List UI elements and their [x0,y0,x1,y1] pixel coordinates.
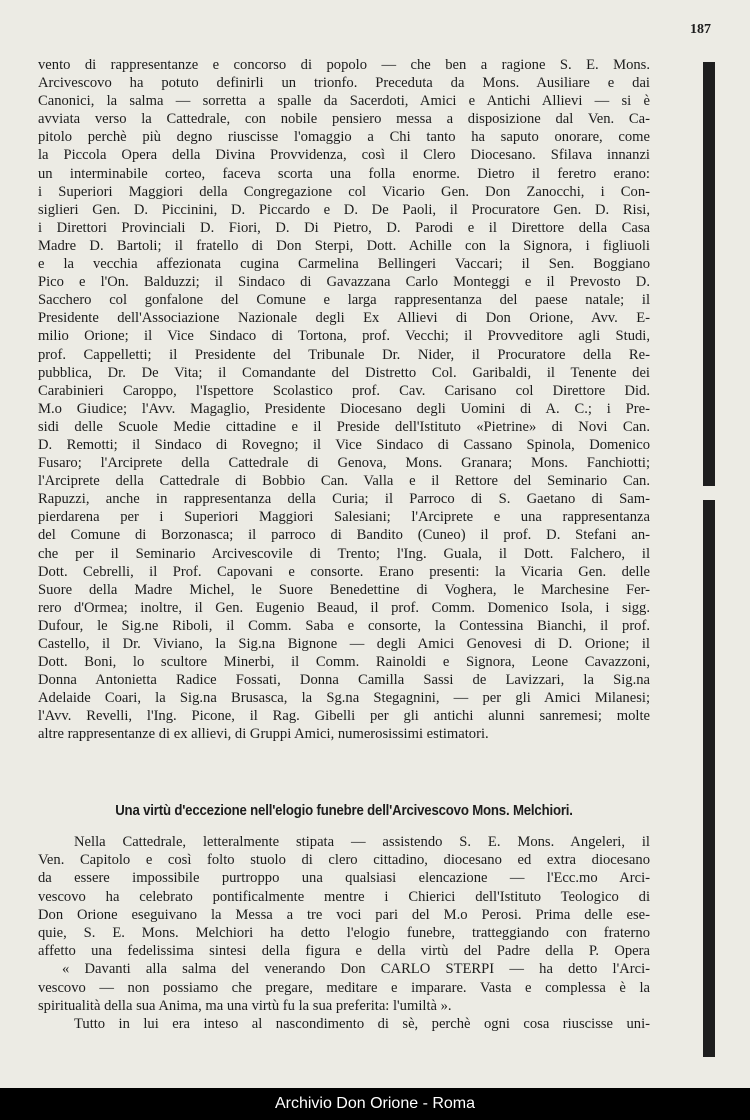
text-line: Pico e l'On. Balduzzi; il Sindaco di Gavazzana Carlo Monteggi e il Prevosto D. [38,274,650,291]
text-line: Nella Cattedrale, letteralmente stipata — assistendo S. E. Mons. Angeleri, il [74,834,650,850]
text-line: Castello, il Dr. Viviano, la Sig.na Bignone — degli Amici Genovesi di D. Orione; il [38,636,650,652]
text-line: Donna Antonietta Radice Fossati, Donna Camilla Sassi de Lavizzari, la Sig.na [38,672,650,689]
text-line: sidi delle Scuole Medie cittadine e il Preside dell'Istituto «Pietrine» di Novi Can. [38,418,650,435]
text-line: Rapuzzi, anche in rappresentanza della Curia; il Parroco di S. Gaetano di Sam- [38,491,650,508]
text-line: vescovo — non possiamo che pregare, meditare e imparare. Vasta e complessa è la [38,979,650,996]
paragraph-eulogy [38,833,650,1033]
text-line: D. Remotti; il Sindaco di Rovegno; il Vice Sindaco di Cassano Spinola, Domenico [38,436,650,453]
margin-bar-top [703,62,715,486]
text-line: rero d'Ormea; inoltre, il Gen. Eugenio Beaud, il prof. Comm. Domenico Isola, i sigg. [38,599,650,616]
archive-footer: Archivio Don Orione - Roma [0,1088,750,1120]
text-line: Canonici, la salma — sorretta a spalle da Sacerdoti, Amici e Antichi Allievi — si è [38,93,650,110]
text-line: pubblica, Dr. De Vita; il Comandante del Distretto Col. Garibaldi, il Tenente dei [38,364,650,381]
text-line: la Piccola Opera della Divina Provvidenza, così il Clero Diocesano. Sfilava innanzi [38,147,650,164]
text-line: « Davanti alla salma del venerando Don CARLO STERPI — ha detto l'Arci- [62,961,650,978]
text-line: M.o Giudice; l'Avv. Magaglio, Presidente Diocesano degli Uomini di A. C.; i Pre- [38,400,650,417]
text-line: altre rappresentanze di ex allievi, di Gruppi Amici, numerosissimi estimatori. [38,726,489,743]
text-line: Sacchero col gonfalone del Comune e larga rappresentanza del paese natale; il [38,292,650,309]
text-line: milio Orione; il Vice Sindaco di Tortona, prof. Vecchi; il Provveditore agli Studi, [38,328,650,345]
text-line: Carabinieri Caroppo, l'Ispettore Scolastico prof. Cav. Carisano col Direttore Did. [38,382,650,399]
text-line: spiritualità della sua Anima, ma una virtù fu la sua preferita: l'umiltà ». [38,997,452,1014]
paragraph-attendees [38,56,650,744]
text-line: Tutto in lui era inteso al nascondimento di sè, perchè ogni cosa riuscisse uni- [74,1016,650,1033]
text-line: pitolo perchè più degno riuscisse l'omaggio a Chi tanto ha saputo onorare, come [38,129,650,146]
text-line: i Superiori Maggiori della Congregazione col Vicario Gen. Don Zanocchi, i Con- [38,183,650,200]
text-line: i Direttori Provinciali D. Fiori, D. Di Pietro, D. Parodi e il Direttore della Casa [38,219,650,236]
text-line: Presidente dell'Associazione Nazionale degli Ex Allievi di Don Orione, Avv. E- [38,310,650,327]
text-line: Dott. Cebrelli, il Prof. Capovani e consorte. Erano presenti: la Vicaria Gen. delle [38,563,650,580]
section-heading: Una virtù d'eccezione nell'elogio funebre dell'Arcivescovo Mons. Melchiori. [115,802,573,819]
text-line: quie, S. E. Mons. Melchiori ha detto l'elogio funebre, tratteggiando con fraterno [38,925,650,942]
text-line: avviata verso la Cattedrale, con nobile pensiero messa a disposizione dal Ven. Ca- [38,111,650,128]
text-line: l'Arciprete della Cattedrale di Bobbio Can. Valla e il Rettore del Seminario Can. [38,473,650,490]
text-line: vescovo ha celebrato pontificalmente mentre i Chierici dell'Istituto Teologico di [38,888,650,905]
text-line: siglieri Gen. D. Piccinini, D. Piccardo e D. De Paoli, il Procuratore Gen. D. Risi, [38,201,650,218]
text-line: che per il Seminario Arcivescovile di Trento; l'Ing. Guala, il Dott. Falchero, il [38,545,650,562]
text-line: Dott. Boni, lo scultore Minerbi, il Comm. Rainoldi e Signora, Leone Cavazzoni, [38,654,650,671]
text-line: da essere impossibile purtroppo una qualsiasi elencazione — l'Ecc.mo Arci- [38,870,650,887]
text-line: prof. Cappelletti; il Presidente del Tribunale Dr. Nider, il Procuratore della Re- [38,346,650,363]
text-line: vento di rappresentanze e concorso di popolo — che ben a ragione S. E. Mons. [38,57,650,73]
text-line: affetto una fedelissima sintesi della figura e della virtù del Padre della P. Opera [38,943,650,960]
text-line: Adelaide Coari, la Sig.na Brusasca, la Sg.na Stegagnini, — per gli Amici Milanesi; [38,690,650,707]
text-line: Ven. Capitolo e così folto stuolo di clero cittadino, diocesano ed extra diocesano [38,852,650,869]
text-line: del Comune di Borzonasca; il parroco di Bandito (Cuneo) il prof. D. Stefani an- [38,527,650,544]
text-line: pierdarena per i Superiori Maggiori Salesiani; l'Arciprete e una rappresentanza [38,509,650,526]
text-line: Suore della Madre Michel, le Suore Benedettine di Voghera, le Marchesine Fer- [38,581,650,598]
text-line: l'Avv. Revelli, l'Ing. Picone, il Rag. Gibelli per gli antichi alunni sanremesi; molte [38,708,650,725]
text-line: Madre D. Bartoli; il fratello di Don Sterpi, Dott. Achille con la Signora, i figliuoli [38,237,650,254]
text-line: Dufour, le Sig.ne Riboli, il Comm. Saba e consorte, la Contessina Bianchi, il prof. [38,617,650,634]
text-line: Arcivescovo ha potuto definirli un trionfo. Preceduta da Mons. Ausiliare e dai [38,75,650,92]
margin-bar-bottom [703,500,715,1057]
text-line: Fusaro; l'Arciprete della Cattedrale di Genova, Mons. Granara; Mons. Fanchiotti; [38,455,650,472]
text-line: un interminabile corteo, faceva scorta una folla enorme. Dietro il feretro erano: [38,165,650,182]
page-number: 187 [690,22,711,37]
text-line: e la vecchia affezionata cugina Carmelina Bellingeri Vaccari; il Sen. Boggiano [38,256,650,273]
text-line: Don Orione eseguivano la Messa a tre voci pari del M.o Perosi. Prima delle ese- [38,906,650,923]
